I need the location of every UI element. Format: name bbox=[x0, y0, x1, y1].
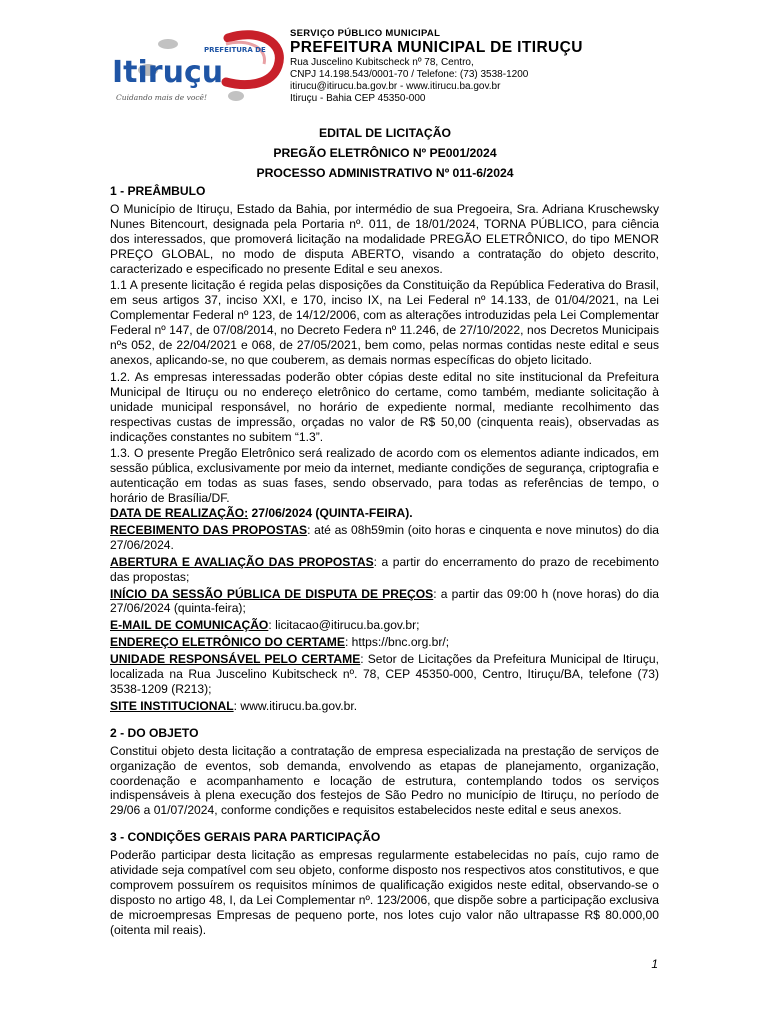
item-site-institucional: SITE INSTITUCIONAL: www.itirucu.ba.gov.br. bbox=[110, 698, 358, 713]
item-email-comunicacao: E-MAIL DE COMUNICAÇÃO: licitacao@itirucu.ba.gov.br; bbox=[110, 618, 420, 633]
paragraph-1-1: 1.1 A presente licitação é regida pelas disposições da Constituição da República Federativa do Brasil, em seus artigos 37, inciso XXI, e 170, inciso IX, na Lei Federal nº 14.133, de 01/04/2021, na Lei Complementar Federal nº 123, de 14/12/2006, com as alterações introduzidas pela Lei Complementar Federal nº 147, de 07/08/2014, no Decreto Federa nº 11.246, de 27/10/2022, nos Decretos Municipais nºs 052, de 22/04/2021 e 068, de 27/05/2021, bem como, pelas normas contidas neste edital e seus anexos, aplicando-se, no que couberem, as demais normas específicas do objeto licitado. bbox=[110, 278, 659, 367]
title-processo: PROCESSO ADMINISTRATIVO Nº 011-6/2024 bbox=[256, 166, 514, 180]
service-label: SERVIÇO PÚBLICO MUNICIPAL bbox=[290, 28, 441, 39]
item-inicio-sessao: INÍCIO DA SESSÃO PÚBLICA DE DISPUTA DE PREÇOS: a partir das 09:00 h (nove horas) do dia 27/06/2024 (quinta-feira); bbox=[110, 586, 659, 616]
logo-slogan-text: Cuidando mais de você! bbox=[116, 93, 208, 102]
paragraph-1-3: 1.3. O presente Pregão Eletrônico será realizado de acordo com os elementos adiante indicados, em sessão pública, exclusivamente por meio da internet, mediante condições de segurança, criptografia e autenticação em todas as suas fases, sendo observado, para todas as referências de tempo, o horário de Brasília/DF. bbox=[110, 446, 659, 506]
objeto-paragraph: Constitui objeto desta licitação a contratação de empresa especializada na prestação de serviços de organização de eventos, sob demanda, envolvendo as etapas de planejamento, organização, coordenação e acompanhamento e locação de estrutura, contemplando todos os serviços indispensáveis à plena execução dos festejos de São Pedro no município de Itiruçu, no período de 29/06 a 01/07/2024, conforme condições e requisitos estabelecidos neste edital e seus anexos. bbox=[110, 743, 659, 818]
item-endereco-eletronico: ENDEREÇO ELETRÔNICO DO CERTAME: https://bnc.org.br/; bbox=[110, 635, 450, 650]
item-abertura-avaliacao: ABERTURA E AVALIAÇÃO DAS PROPOSTAS: a partir do encerramento do prazo de recebimento das propostas; bbox=[110, 554, 659, 584]
email-site-line: itirucu@itirucu.ba.gov.br - www.itirucu.ba.gov.br bbox=[290, 81, 501, 93]
paragraph-1-2: 1.2. As empresas interessadas poderão obter cópias deste edital no site institucional da Prefeitura Municipal de Itiruçu ou no endereço eletrônico do certame, como também, mediante solicitação à unidade municipal responsável, no horário de expediente normal, mediante recolhimento das respectivas custas de impressão, orçadas no valor de R$ 50,00 (cinquenta reais), observadas as indicações constantes no subitem “1.3”. bbox=[110, 369, 659, 444]
letterhead-text bbox=[290, 28, 670, 105]
address-line: Rua Juscelino Kubitscheck nº 78, Centro, bbox=[290, 57, 474, 69]
page-number: 1 bbox=[651, 957, 658, 971]
section-1-title: 1 - PREÂMBULO bbox=[110, 184, 206, 198]
document-title-block bbox=[0, 123, 770, 183]
participacao-paragraph: Poderão participar desta licitação as empresas regularmente estabelecidas no país, cujo ramo de atividade seja compatível com seu objeto, conforme disposto nos respectivos atos constitutivos, e que comprovem possuírem os requisitos mínimos de qualificação exigidos neste edital, observando-se o disposto no artigo 48, I, da Lei Complementar nº. 123/2006, que dispõe sobre a participação exclusiva de microempresas Empresas de pequeno porte, nos lotes cujo valor não ultrapasse R$ 80.000,00 (oitenta mil reais). bbox=[110, 848, 659, 937]
cnpj-line: CNPJ 14.198.543/0001-70 / Telefone: (73) 3538-1200 bbox=[290, 69, 529, 81]
logo-prefix-text: PREFEITURA DE bbox=[204, 46, 266, 54]
city-line: Itiruçu - Bahia CEP 45350-000 bbox=[290, 92, 426, 104]
prefeitura-name: PREFEITURA MUNICIPAL DE ITIRUÇU bbox=[290, 39, 583, 57]
section-2-title: 2 - DO OBJETO bbox=[110, 725, 199, 740]
preamble-paragraph: O Município de Itiruçu, Estado da Bahia, por intermédio de sua Pregoeira, Sra. Adriana Kruschewsky Nunes Bitencourt, designada pela Portaria nº. 011, de 18/01/2024, TORNA PÚBLICO, para ciência dos interessados, que promoverá licitação na modalidade PREGÃO ELETRÔNICO, do tipo MENOR PREÇO GLOBAL, no modo de disputa ABERTO, visando a contratação do objeto descrito, caracterizado e especificado no presente Edital e seu anexos. bbox=[110, 201, 659, 276]
item-unidade-responsavel: UNIDADE RESPONSÁVEL PELO CERTAME: Setor de Licitações da Prefeitura Municipal de Itiruçu, localizada na Rua Juscelino Kubitscheck nº. 78, CEP 45350-000, Centro, Itiruçu/BA, telefone (73) 3538-1209 (R213); bbox=[110, 652, 659, 696]
document-body bbox=[110, 184, 659, 938]
item-recebimento-propostas: RECEBIMENTO DAS PROPOSTAS: até as 08h59min (oito horas e cinquenta e nove minutos) do dia 27/06/2024. bbox=[110, 522, 659, 552]
letterhead bbox=[108, 28, 668, 108]
item-data-realizacao: DATA DE REALIZAÇÃO: 27/06/2024 (QUINTA-FEIRA). bbox=[110, 506, 413, 521]
section-3-title: 3 - CONDIÇÕES GERAIS PARA PARTICIPAÇÃO bbox=[110, 830, 381, 845]
title-edital: EDITAL DE LICITAÇÃO bbox=[318, 126, 452, 140]
prefeitura-logo bbox=[108, 30, 288, 108]
logo-wordmark-text: Itiruçu bbox=[112, 55, 224, 90]
title-pregao: PREGÃO ELETRÔNICO Nº PE001/2024 bbox=[273, 146, 497, 160]
